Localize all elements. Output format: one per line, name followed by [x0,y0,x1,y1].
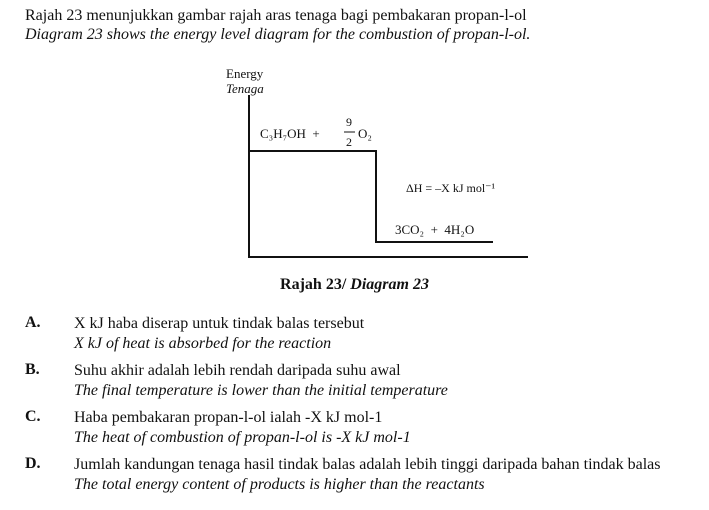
oxygen-label: O₂ [358,126,372,141]
fraction-denominator: 2 [346,135,352,149]
option-d[interactable] [25,455,709,502]
option-a[interactable] [25,314,709,361]
option-letter: C. [25,408,41,425]
products-label: 3CO₂ + 4H₂O [395,222,475,237]
fraction-numerator: 9 [346,115,352,129]
answer-options [25,314,709,502]
option-letter: B. [25,361,40,378]
option-text-malay: Haba pembakaran propan-l-ol ialah -X kJ mol-1 [74,409,383,426]
option-letter: D. [25,455,41,472]
caption-english: Diagram 23 [350,276,429,293]
option-text-malay: X kJ haba diserap untuk tindak balas tersebut [74,315,365,332]
option-text-malay: Jumlah kandungan tenaga hasil tindak balas adalah lebih tinggi daripada bahan tindak balas [74,456,661,473]
delta-h-label: ΔH = –X kJ mol⁻¹ [406,181,496,195]
intro-english: Diagram 23 shows the energy level diagram for the combustion of propan-l-ol. [25,26,531,43]
axis-label-energy: Energy [226,66,264,81]
caption-malay: Rajah 23/ [280,276,347,293]
option-letter: A. [25,314,41,331]
diagram-caption [0,276,709,294]
reactants-label: C₃H₇OH + [260,126,320,141]
option-c[interactable] [25,408,709,455]
intro-malay: Rajah 23 menunjukkan gambar rajah aras tenaga bagi pembakaran propan-l-ol [25,7,527,24]
option-text-malay: Suhu akhir adalah lebih rendah daripada suhu awal [74,362,401,379]
option-text-english: The total energy content of products is higher than the reactants [74,476,485,493]
option-text-english: The heat of combustion of propan-l-ol is -X kJ mol-1 [74,429,411,446]
axis-label-tenaga: Tenaga [226,81,264,96]
option-text-english: X kJ of heat is absorbed for the reaction [74,335,332,352]
option-b[interactable] [25,361,709,408]
option-text-english: The final temperature is lower than the initial temperature [74,382,448,399]
